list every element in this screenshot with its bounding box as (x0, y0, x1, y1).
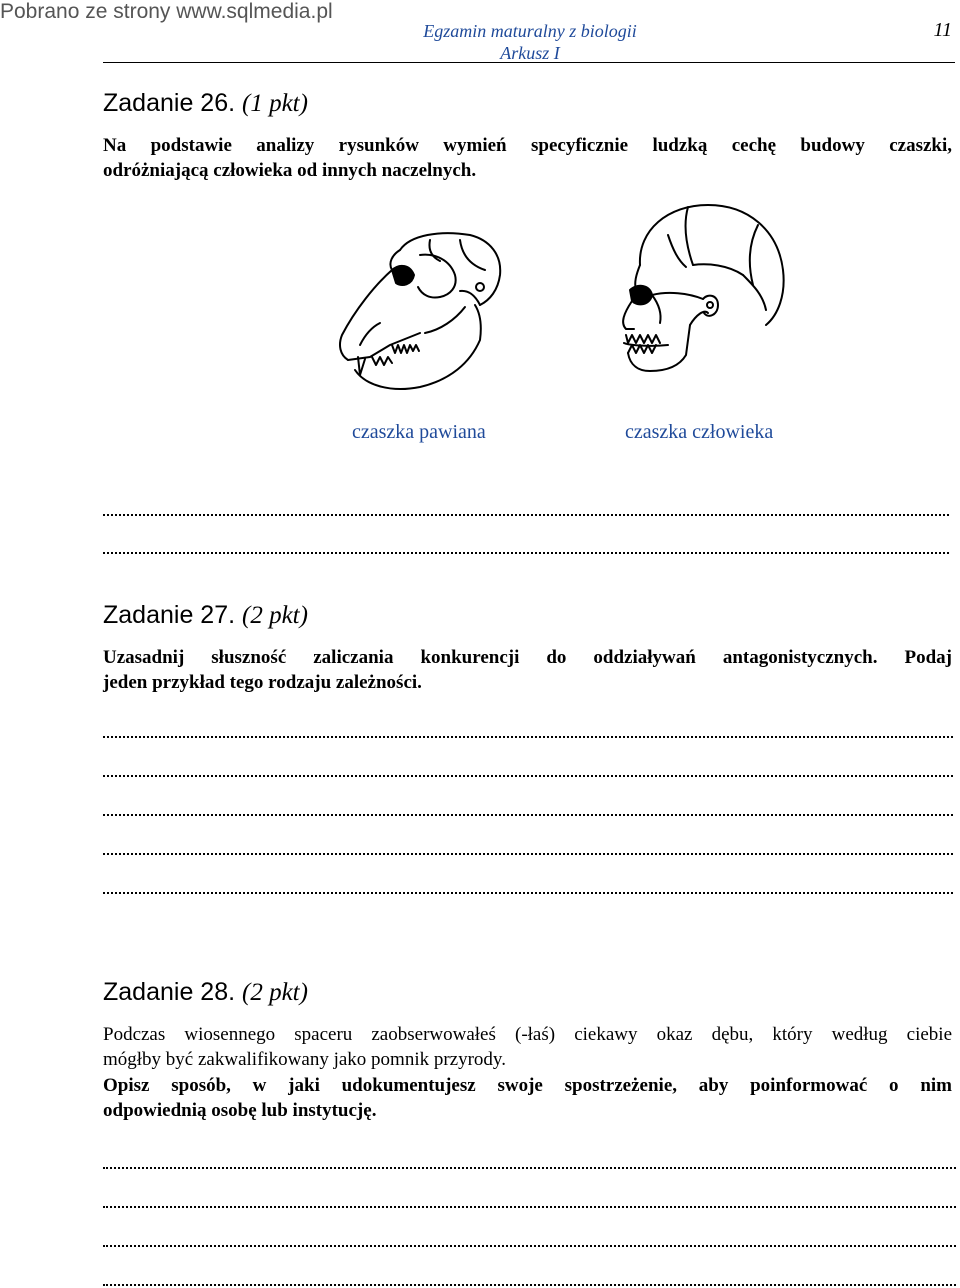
task-26-line-2: odróżniającą człowieka od innych naczelnych. (103, 160, 477, 181)
answer-line[interactable] (103, 880, 953, 894)
task-26-label: Zadanie 26. (103, 89, 236, 117)
task-28-bold-line-1: Opisz sposób, w jaki udokumentujesz swoje spostrzeżenie, aby poinformować o nim (103, 1075, 952, 1096)
task-27-line-2: jeden przykład tego rodzaju zależności. (103, 672, 422, 693)
caption-baboon: czaszka pawiana (352, 421, 486, 443)
task-28-context (103, 1022, 952, 1072)
task-28-question (103, 1073, 952, 1123)
task-28-heading (103, 977, 308, 1008)
human-skull-drawing-icon (608, 195, 798, 395)
header-rule (103, 62, 955, 63)
task-26-heading (103, 88, 308, 119)
watermark: Pobrano ze strony www.sqlmedia.pl (0, 0, 333, 23)
answer-line[interactable] (103, 1233, 956, 1247)
task-28-bold-line-2: odpowiednią osobę lub instytucję. (103, 1100, 377, 1121)
baboon-skull-drawing-icon (330, 195, 530, 405)
task-28-points: (2 pkt) (242, 979, 308, 1006)
task-28-line-1: Podczas wiosennego spaceru zaobserwowałeś (-łaś) ciekawy okaz dębu, który według ciebie (103, 1024, 952, 1045)
task-26-points: (1 pkt) (242, 90, 308, 117)
task-27-heading (103, 600, 308, 631)
answer-line[interactable] (103, 763, 953, 777)
task-26-question (103, 133, 952, 183)
task-27-question (103, 645, 952, 695)
task-28-line-2: mógłby być zakwalifikowany jako pomnik przyrody. (103, 1049, 506, 1070)
task-27-points: (2 pkt) (242, 602, 308, 629)
task-26-line-1: Na podstawie analizy rysunków wymień specyficznie ludzką cechę budowy czaszki, (103, 135, 952, 156)
answer-line[interactable] (103, 1155, 956, 1169)
exam-sheet: Arkusz I (500, 43, 560, 63)
answer-line[interactable] (103, 1194, 956, 1208)
exam-title: Egzamin maturalny z biologii (423, 21, 637, 41)
answer-line[interactable] (103, 540, 949, 554)
answer-line[interactable] (103, 502, 949, 516)
answer-line[interactable] (103, 841, 953, 855)
answer-line[interactable] (103, 1272, 956, 1286)
answer-line[interactable] (103, 802, 953, 816)
page-number: 11 (933, 19, 952, 41)
task-28-label: Zadanie 28. (103, 978, 236, 1006)
task-27-label: Zadanie 27. (103, 601, 236, 629)
caption-human: czaszka człowieka (625, 421, 774, 443)
task-27-line-1: Uzasadnij słuszność zaliczania konkurencji do oddziaływań antagonistycznych. Podaj (103, 647, 952, 668)
answer-line[interactable] (103, 724, 953, 738)
